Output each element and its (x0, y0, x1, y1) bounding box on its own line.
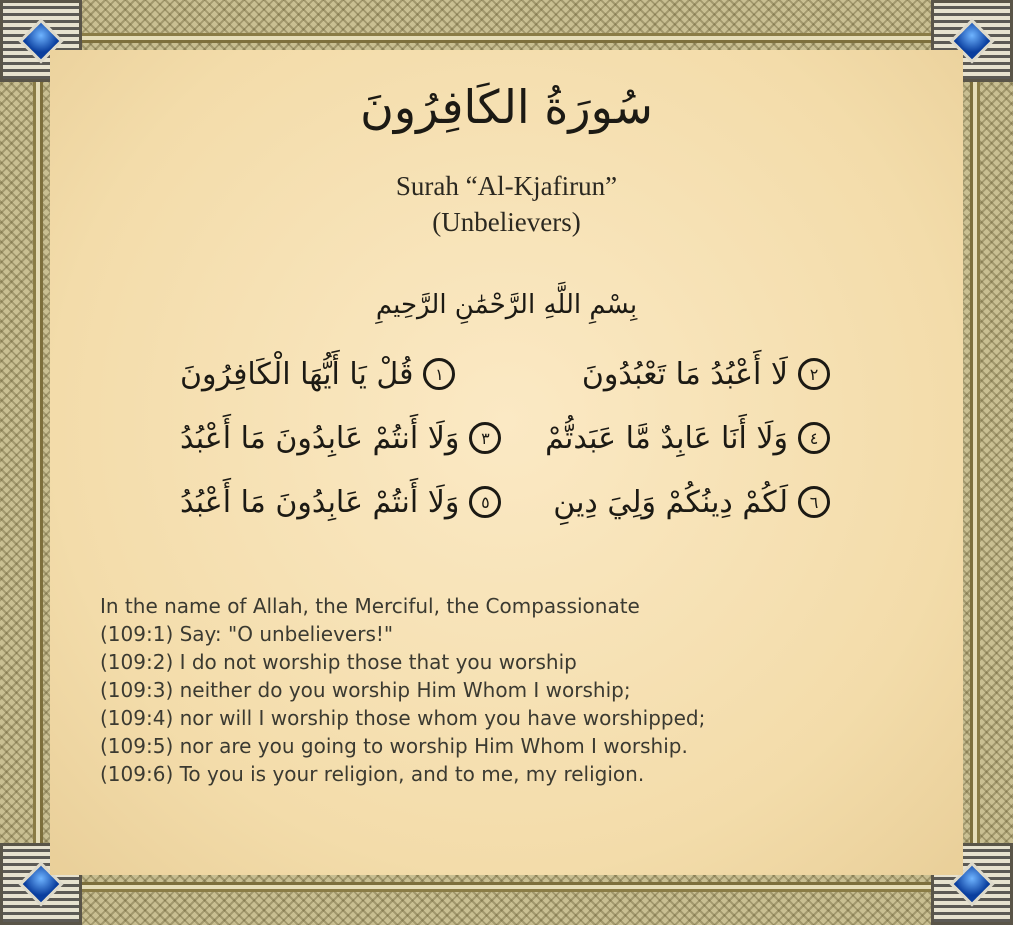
surah-title-english: Surah “Al-Kjafirun” (395, 171, 618, 201)
arabic-verse (545, 421, 830, 456)
arabic-verse (553, 485, 830, 520)
translation-line: (109:1) Say: "O unbelievers!" (100, 622, 394, 646)
verse-number-marker: ٣ (469, 422, 501, 454)
surah-title-english-block (50, 168, 963, 240)
verse-number-marker: ٤ (798, 422, 830, 454)
arabic-verse-text: وَلَا أَنتُمْ عَابِدُونَ مَا أَعْبُدُ (180, 420, 460, 456)
arabic-verse-text: وَلَا أَنَا عَابِدٌ مَّا عَبَدتُّمْ (545, 420, 788, 456)
translation-line: (109:4) nor will I worship those whom you have worshipped; (100, 706, 706, 730)
basmala-arabic: بِسْمِ اللَّهِ الرَّحْمَٰنِ الرَّحِيمِ (375, 290, 638, 320)
arabic-verse-text: قُلْ يَا أَيُّهَا الْكَافِرُونَ (180, 356, 414, 392)
arabic-verse (180, 357, 455, 392)
verse-number-marker: ٢ (798, 358, 830, 390)
translation-line: (109:2) I do not worship those that you worship (100, 650, 577, 674)
arabic-verse (582, 357, 830, 392)
verse-number-marker: ٥ (469, 486, 501, 518)
translation-line: (109:6) To you is your religion, and to me, my religion. (100, 762, 645, 786)
arabic-verse-text: لَا أَعْبُدُ مَا تَعْبُدُونَ (581, 356, 788, 392)
verse-number-marker: ١ (423, 358, 455, 390)
parchment-page (50, 50, 963, 875)
translation-line: (109:3) neither do you worship Him Whom I worship; (100, 678, 631, 702)
translation-line: In the name of Allah, the Merciful, the Compassionate (100, 594, 640, 618)
arabic-verse-text: وَلَا أَنتُمْ عَابِدُونَ مَا أَعْبُدُ (180, 484, 460, 520)
arabic-verse-line (180, 342, 830, 406)
arabic-verse (180, 485, 501, 520)
surah-subtitle-english: (Unbelievers) (432, 207, 581, 237)
arabic-verse-line (180, 470, 830, 534)
arabic-verse (180, 421, 501, 456)
arabic-verse-text: لَكُمْ دِينُكُمْ وَلِيَ دِينِ (553, 484, 788, 520)
surah-title-arabic: سُورَةُ الكَافِرُونَ (360, 80, 653, 134)
english-translation (100, 592, 930, 788)
arabic-verse-line (180, 406, 830, 470)
translation-line: (109:5) nor are you going to worship Him Whom I worship. (100, 734, 688, 758)
arabic-verses (180, 342, 830, 534)
verse-number-marker: ٦ (798, 486, 830, 518)
